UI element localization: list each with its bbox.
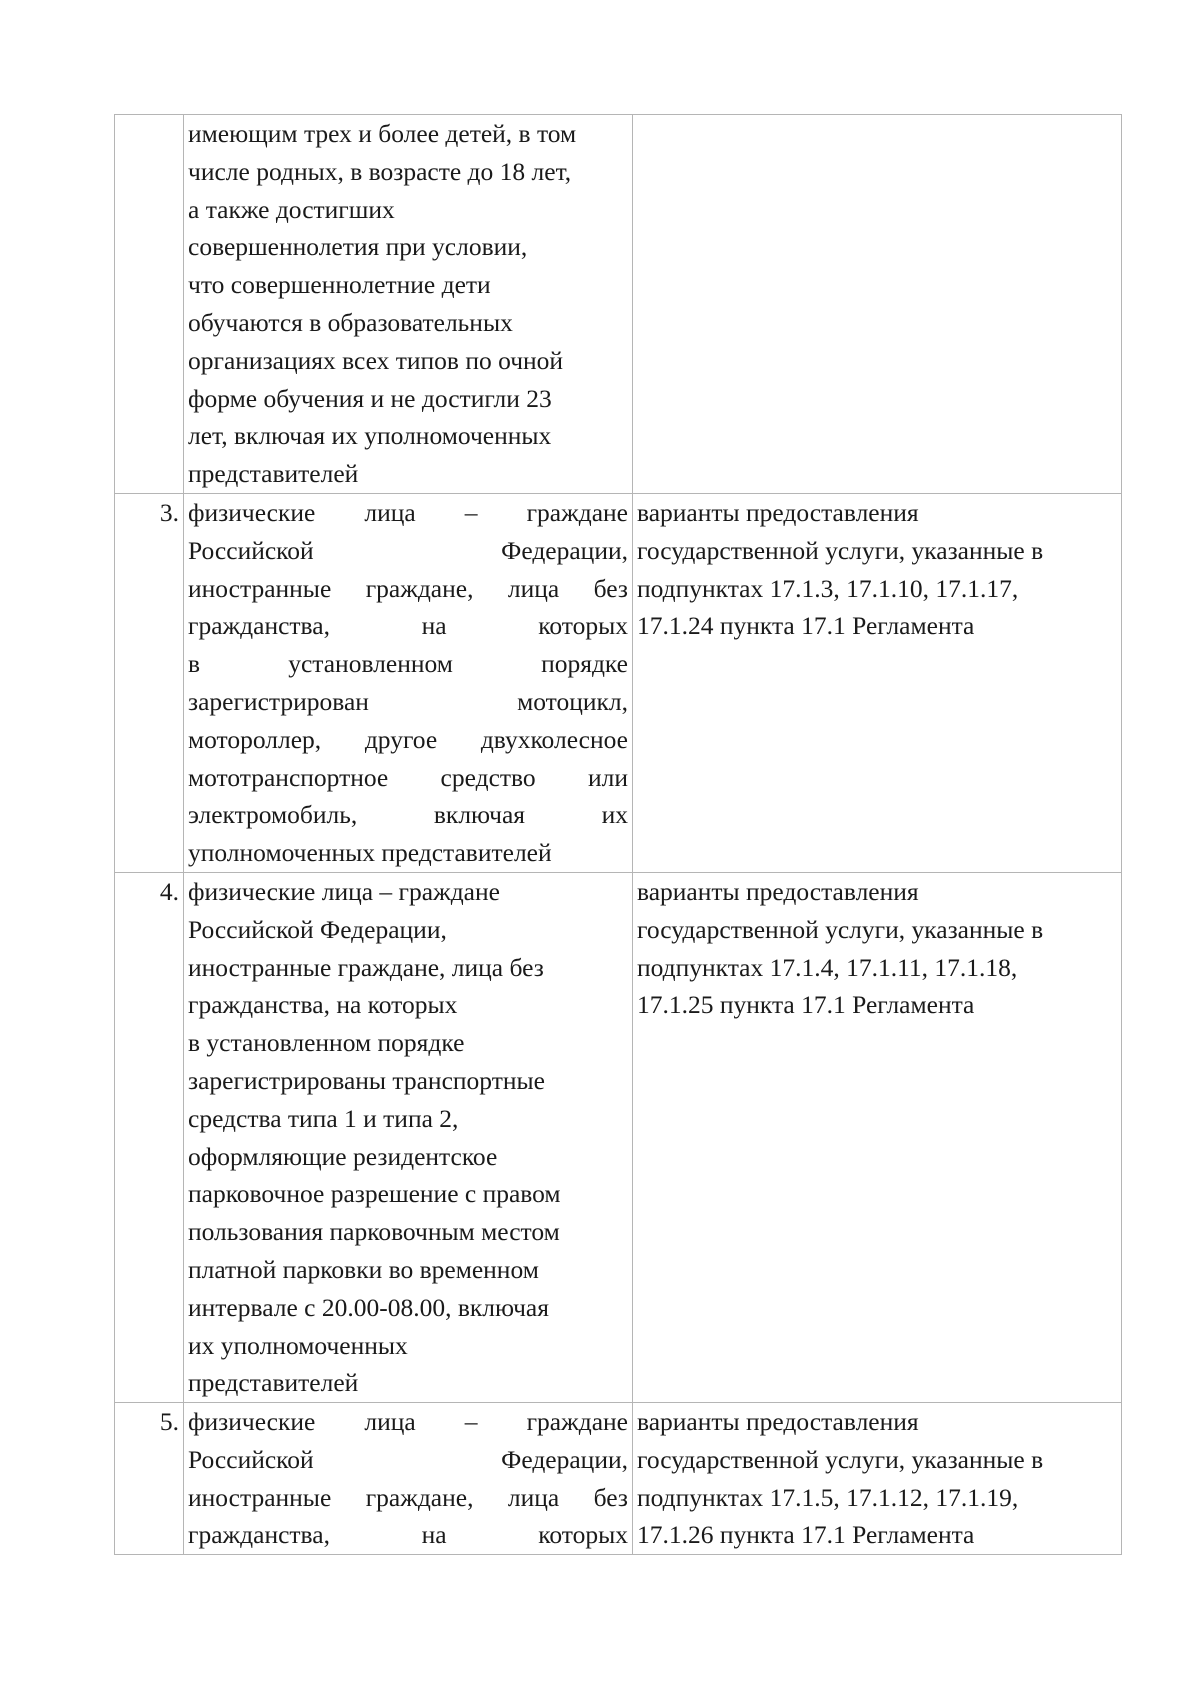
text-line: варианты предоставления	[637, 497, 919, 527]
text-line: мототранспортное средство или	[188, 762, 628, 792]
text-line: иностранные граждане, лица без	[188, 1482, 628, 1512]
text-line: государственной услуги, указанные в	[637, 914, 1044, 944]
text-line: форме обучения и не достигли 23	[188, 383, 552, 413]
text-line: физические лица – граждане	[188, 1407, 628, 1437]
text-line: гражданства, на которых	[188, 1520, 628, 1550]
text-line: Российской Федерации,	[188, 1444, 628, 1474]
text-line: а также достигших	[188, 194, 395, 224]
text-line: совершеннолетия при условии,	[188, 232, 528, 262]
text-line: электромобиль, включая их	[188, 800, 628, 830]
text-line: зарегистрирован мотоцикл,	[188, 686, 628, 716]
text-line: числе родных, в возрасте до 18 лет,	[188, 156, 572, 186]
text-line: парковочное разрешение с правом	[188, 1179, 561, 1209]
text-line: варианты предоставления	[637, 876, 919, 906]
text-line: 17.1.25 пункта 17.1 Регламента	[637, 990, 975, 1020]
text-line: в установленном порядке	[188, 1028, 465, 1058]
text-line: иностранные граждане, лица без	[188, 573, 628, 603]
text-line: в установленном порядке	[188, 649, 628, 679]
text-line: 17.1.24 пункта 17.1 Регламента	[637, 611, 975, 641]
service-variant	[633, 115, 1122, 494]
text-line: 17.1.26 пункта 17.1 Регламента	[637, 1520, 975, 1550]
text-line: варианты предоставления	[637, 1407, 919, 1437]
text-line: средства типа 1 и типа 2,	[188, 1103, 459, 1133]
text-line: Российской Федерации,	[188, 535, 628, 565]
text-line: их уполномоченных	[188, 1330, 408, 1360]
text-line: имеющим трех и более детей, в том	[188, 119, 577, 148]
applicant-description	[184, 1403, 633, 1555]
text-line: оформляющие резидентское	[188, 1141, 498, 1171]
text-line: зарегистрированы транспортные	[188, 1065, 545, 1095]
text-line: подпунктах 17.1.5, 17.1.12, 17.1.19,	[637, 1482, 1019, 1512]
text-line: подпунктах 17.1.4, 17.1.11, 17.1.18,	[637, 952, 1018, 982]
table-row	[115, 1403, 1122, 1555]
text-line: уполномоченных представителей	[188, 838, 552, 868]
table-row	[115, 493, 1122, 872]
service-variant	[633, 872, 1122, 1402]
row-number: 4.	[115, 872, 184, 1402]
text-line: физические лица – граждане	[188, 497, 628, 527]
text-line: физические лица – граждане	[188, 876, 500, 906]
regulation-table	[114, 114, 1122, 1555]
text-line: интервале с 20.00-08.00, включая	[188, 1292, 549, 1322]
table-row	[115, 872, 1122, 1402]
text-line: гражданства, на которых	[188, 611, 628, 641]
applicant-description	[184, 872, 633, 1402]
text-line: государственной услуги, указанные в	[637, 1444, 1044, 1474]
text-line: что совершеннолетние дети	[188, 270, 491, 300]
text-line: лет, включая их уполномоченных	[188, 421, 552, 451]
text-line: представителей	[188, 459, 359, 489]
applicant-description	[184, 493, 633, 872]
text-line: мотороллер, другое двухколесное	[188, 724, 628, 754]
text-line: платной парковки во временном	[188, 1254, 539, 1284]
service-variant	[633, 1403, 1122, 1555]
text-line: организациях всех типов по очной	[188, 345, 564, 375]
row-number	[115, 115, 184, 494]
table-row	[115, 115, 1122, 494]
text-line: пользования парковочным местом	[188, 1217, 560, 1247]
row-number: 5.	[115, 1403, 184, 1555]
text-line: Российской Федерации,	[188, 914, 447, 944]
text-line: гражданства, на которых	[188, 990, 458, 1020]
service-variant	[633, 493, 1122, 872]
row-number: 3.	[115, 493, 184, 872]
text-line: государственной услуги, указанные в	[637, 535, 1044, 565]
text-line: представителей	[188, 1368, 359, 1398]
text-line: обучаются в образовательных	[188, 307, 513, 337]
applicant-description	[184, 115, 633, 494]
text-line: подпунктах 17.1.3, 17.1.10, 17.1.17,	[637, 573, 1019, 603]
text-line: иностранные граждане, лица без	[188, 952, 544, 982]
